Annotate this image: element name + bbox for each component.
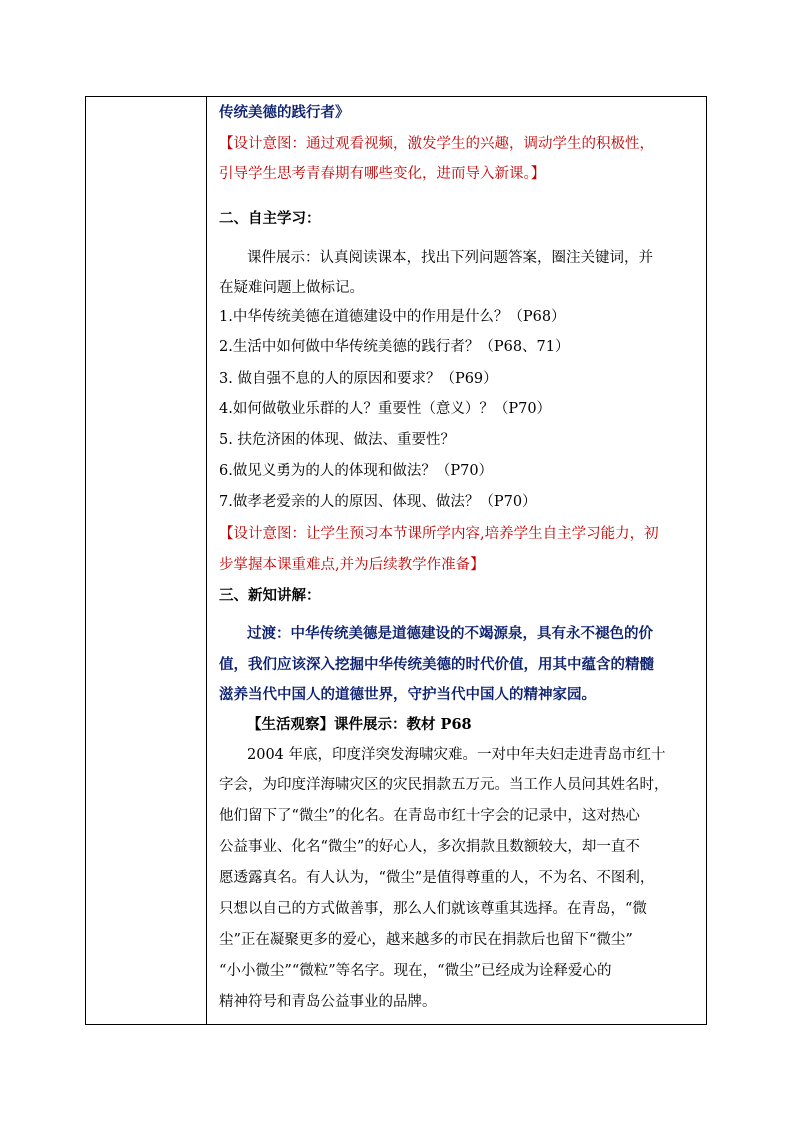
story-line-6: 只想以自己的方式做善事，那么人们就该尊重其选择。在青岛，“微 bbox=[219, 901, 647, 917]
story-line-5: 愿透露真名。有人认为，“微尘”是值得尊重的人，不为名、不图利， bbox=[219, 870, 655, 886]
question-2: 2.生活中如何做中华传统美德的践行者？（P68、71） bbox=[219, 339, 570, 355]
section-heading-self-study: 二、自主学习： bbox=[219, 210, 321, 227]
question-7: 7.做孝老爱亲的人的原因、体现、做法？（P70） bbox=[219, 494, 537, 510]
story-line-7: 尘”正在凝聚更多的爱心，越来越多的市民在捐款后也留下“微尘” bbox=[219, 932, 633, 948]
life-observation-heading bbox=[247, 715, 472, 735]
text-line-5: 课件展示：认真阅读课本，找出下列问题答案，圈注关键词，并 bbox=[247, 250, 653, 266]
design-intent-line-1: 【设计意图：通过观看视频，激发学生的兴趣，调动学生的积极性， bbox=[219, 136, 654, 152]
question-5: 5. 扶危济困的体现、做法、重要性？ bbox=[219, 432, 455, 448]
text-line-6: 在疑难问题上做标记。 bbox=[219, 280, 364, 296]
story-line-1: 2004 年底，印度洋突发海啸灾难。一对中年夫妇走进青岛市红十 bbox=[247, 747, 666, 763]
transition-line-1: 过渡：中华传统美德是道德建设的不竭源泉，具有永不褪色的价 bbox=[247, 625, 653, 642]
text-line-1: 传统美德的践行者》 bbox=[219, 104, 350, 121]
question-1: 1.中华传统美德在道德建设中的作用是什么？（P68） bbox=[219, 309, 566, 325]
story-line-8: “小小微尘”“微粒”等名字。现在，“微尘”已经成为诠释爱心的 bbox=[219, 963, 612, 979]
design-intent-line-2: 引导学生思考青春期有哪些变化，进而导入新课。】 bbox=[219, 166, 546, 182]
transition-line-3: 滋养当代中国人的道德世界，守护当代中国人的精神家园。 bbox=[219, 686, 596, 703]
question-4: 4.如何做敬业乐群的人？重要性（意义）？（P70） bbox=[219, 401, 552, 417]
story-line-2: 字会，为印度洋海啸灾区的灾民捐款五万元。当工作人员问其姓名时， bbox=[219, 777, 669, 793]
life-observation-text: 【生活观察】课件展示：教材 P68 bbox=[247, 716, 472, 733]
transition-line-2: 值，我们应该深入挖掘中华传统美德的时代价值，用其中蕴含的精髓 bbox=[219, 656, 654, 673]
content-cell bbox=[207, 96, 707, 1025]
section-heading-new-knowledge: 三、新知讲解： bbox=[219, 587, 321, 604]
story-line-3: 他们留下了“微尘”的化名。在青岛市红十字会的记录中，这对热心 bbox=[219, 808, 640, 824]
design-intent2-line-1: 【设计意图：让学生预习本节课所学内容,培养学生自主学习能力，初 bbox=[219, 526, 659, 542]
question-6: 6.做见义勇为的人的体现和做法？（P70） bbox=[219, 463, 494, 479]
question-3: 3. 做自强不息的人的原因和要求？（P69） bbox=[219, 371, 498, 387]
story-line-9: 精神符号和青岛公益事业的品牌。 bbox=[219, 994, 437, 1010]
story-line-4: 公益事业、化名“微尘”的好心人，多次捐款且数额较大，却一直不 bbox=[219, 839, 640, 855]
design-intent2-line-2: 步掌握本课重难点,并为后续教学作准备】 bbox=[219, 557, 485, 573]
